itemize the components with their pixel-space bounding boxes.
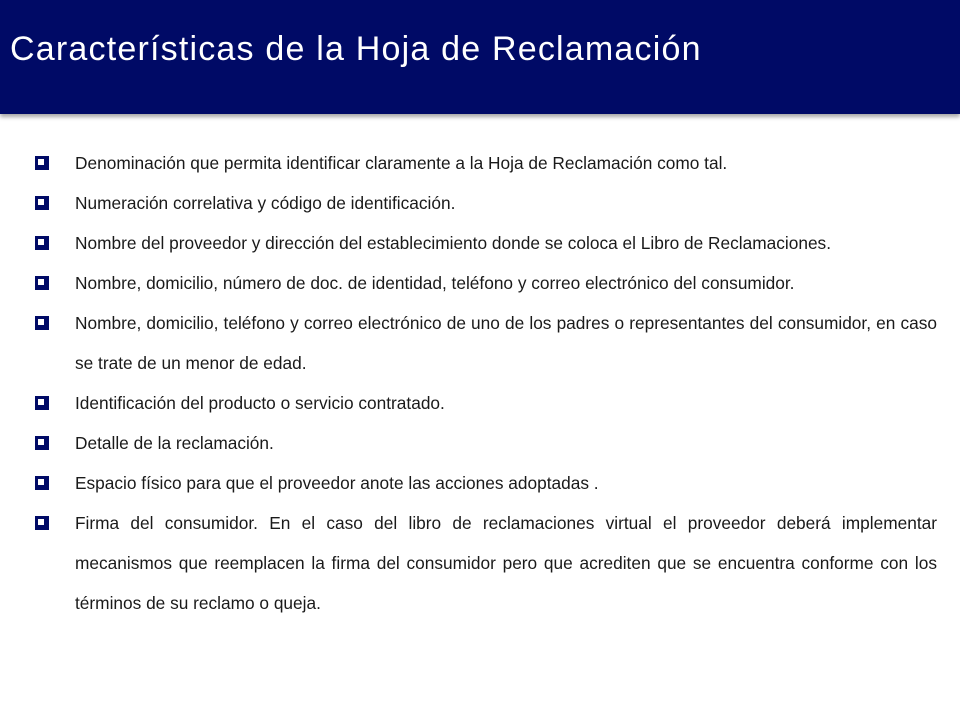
list-item-text: Espacio físico para que el proveedor anote las acciones adoptadas . (75, 473, 599, 493)
list-item-text: Nombre, domicilio, teléfono y correo electrónico de uno de los padres o representantes del consumidor, en caso se trate de un menor de edad. (75, 313, 937, 373)
square-bullet-icon (35, 476, 49, 490)
list-item (30, 423, 937, 463)
square-bullet-icon (35, 276, 49, 290)
square-bullet-icon (35, 156, 49, 170)
slide-title: Características de la Hoja de Reclamación (10, 30, 702, 68)
list-item-text: Nombre, domicilio, número de doc. de identidad, teléfono y correo electrónico del consumidor. (75, 273, 795, 293)
list-item-text: Nombre del proveedor y dirección del establecimiento donde se coloca el Libro de Reclamaciones. (75, 233, 831, 253)
square-bullet-icon (35, 516, 49, 530)
list-item (30, 303, 937, 383)
list-item-text: Numeración correlativa y código de identificación. (75, 193, 456, 213)
square-bullet-icon (35, 436, 49, 450)
square-bullet-icon (35, 196, 49, 210)
list-item (30, 463, 937, 503)
list-item-text: Identificación del producto o servicio contratado. (75, 393, 445, 413)
list-item (30, 383, 937, 423)
list-item (30, 503, 937, 623)
list-item (30, 263, 937, 303)
square-bullet-icon (35, 316, 49, 330)
list-item (30, 183, 937, 223)
list-item-text: Denominación que permita identificar claramente a la Hoja de Reclamación como tal. (75, 153, 728, 173)
square-bullet-icon (35, 236, 49, 250)
list-item-text: Detalle de la reclamación. (75, 433, 274, 453)
list-item (30, 223, 937, 263)
list-item (30, 143, 937, 183)
bullet-list (30, 143, 937, 623)
square-bullet-icon (35, 396, 49, 410)
title-bar (0, 0, 960, 114)
list-item-text: Firma del consumidor. En el caso del libro de reclamaciones virtual el proveedor deberá implementar mecanismos que reemplacen la firma del consumidor pero que acrediten que se encuentra conforme con los términos de su reclamo o queja. (75, 513, 937, 613)
